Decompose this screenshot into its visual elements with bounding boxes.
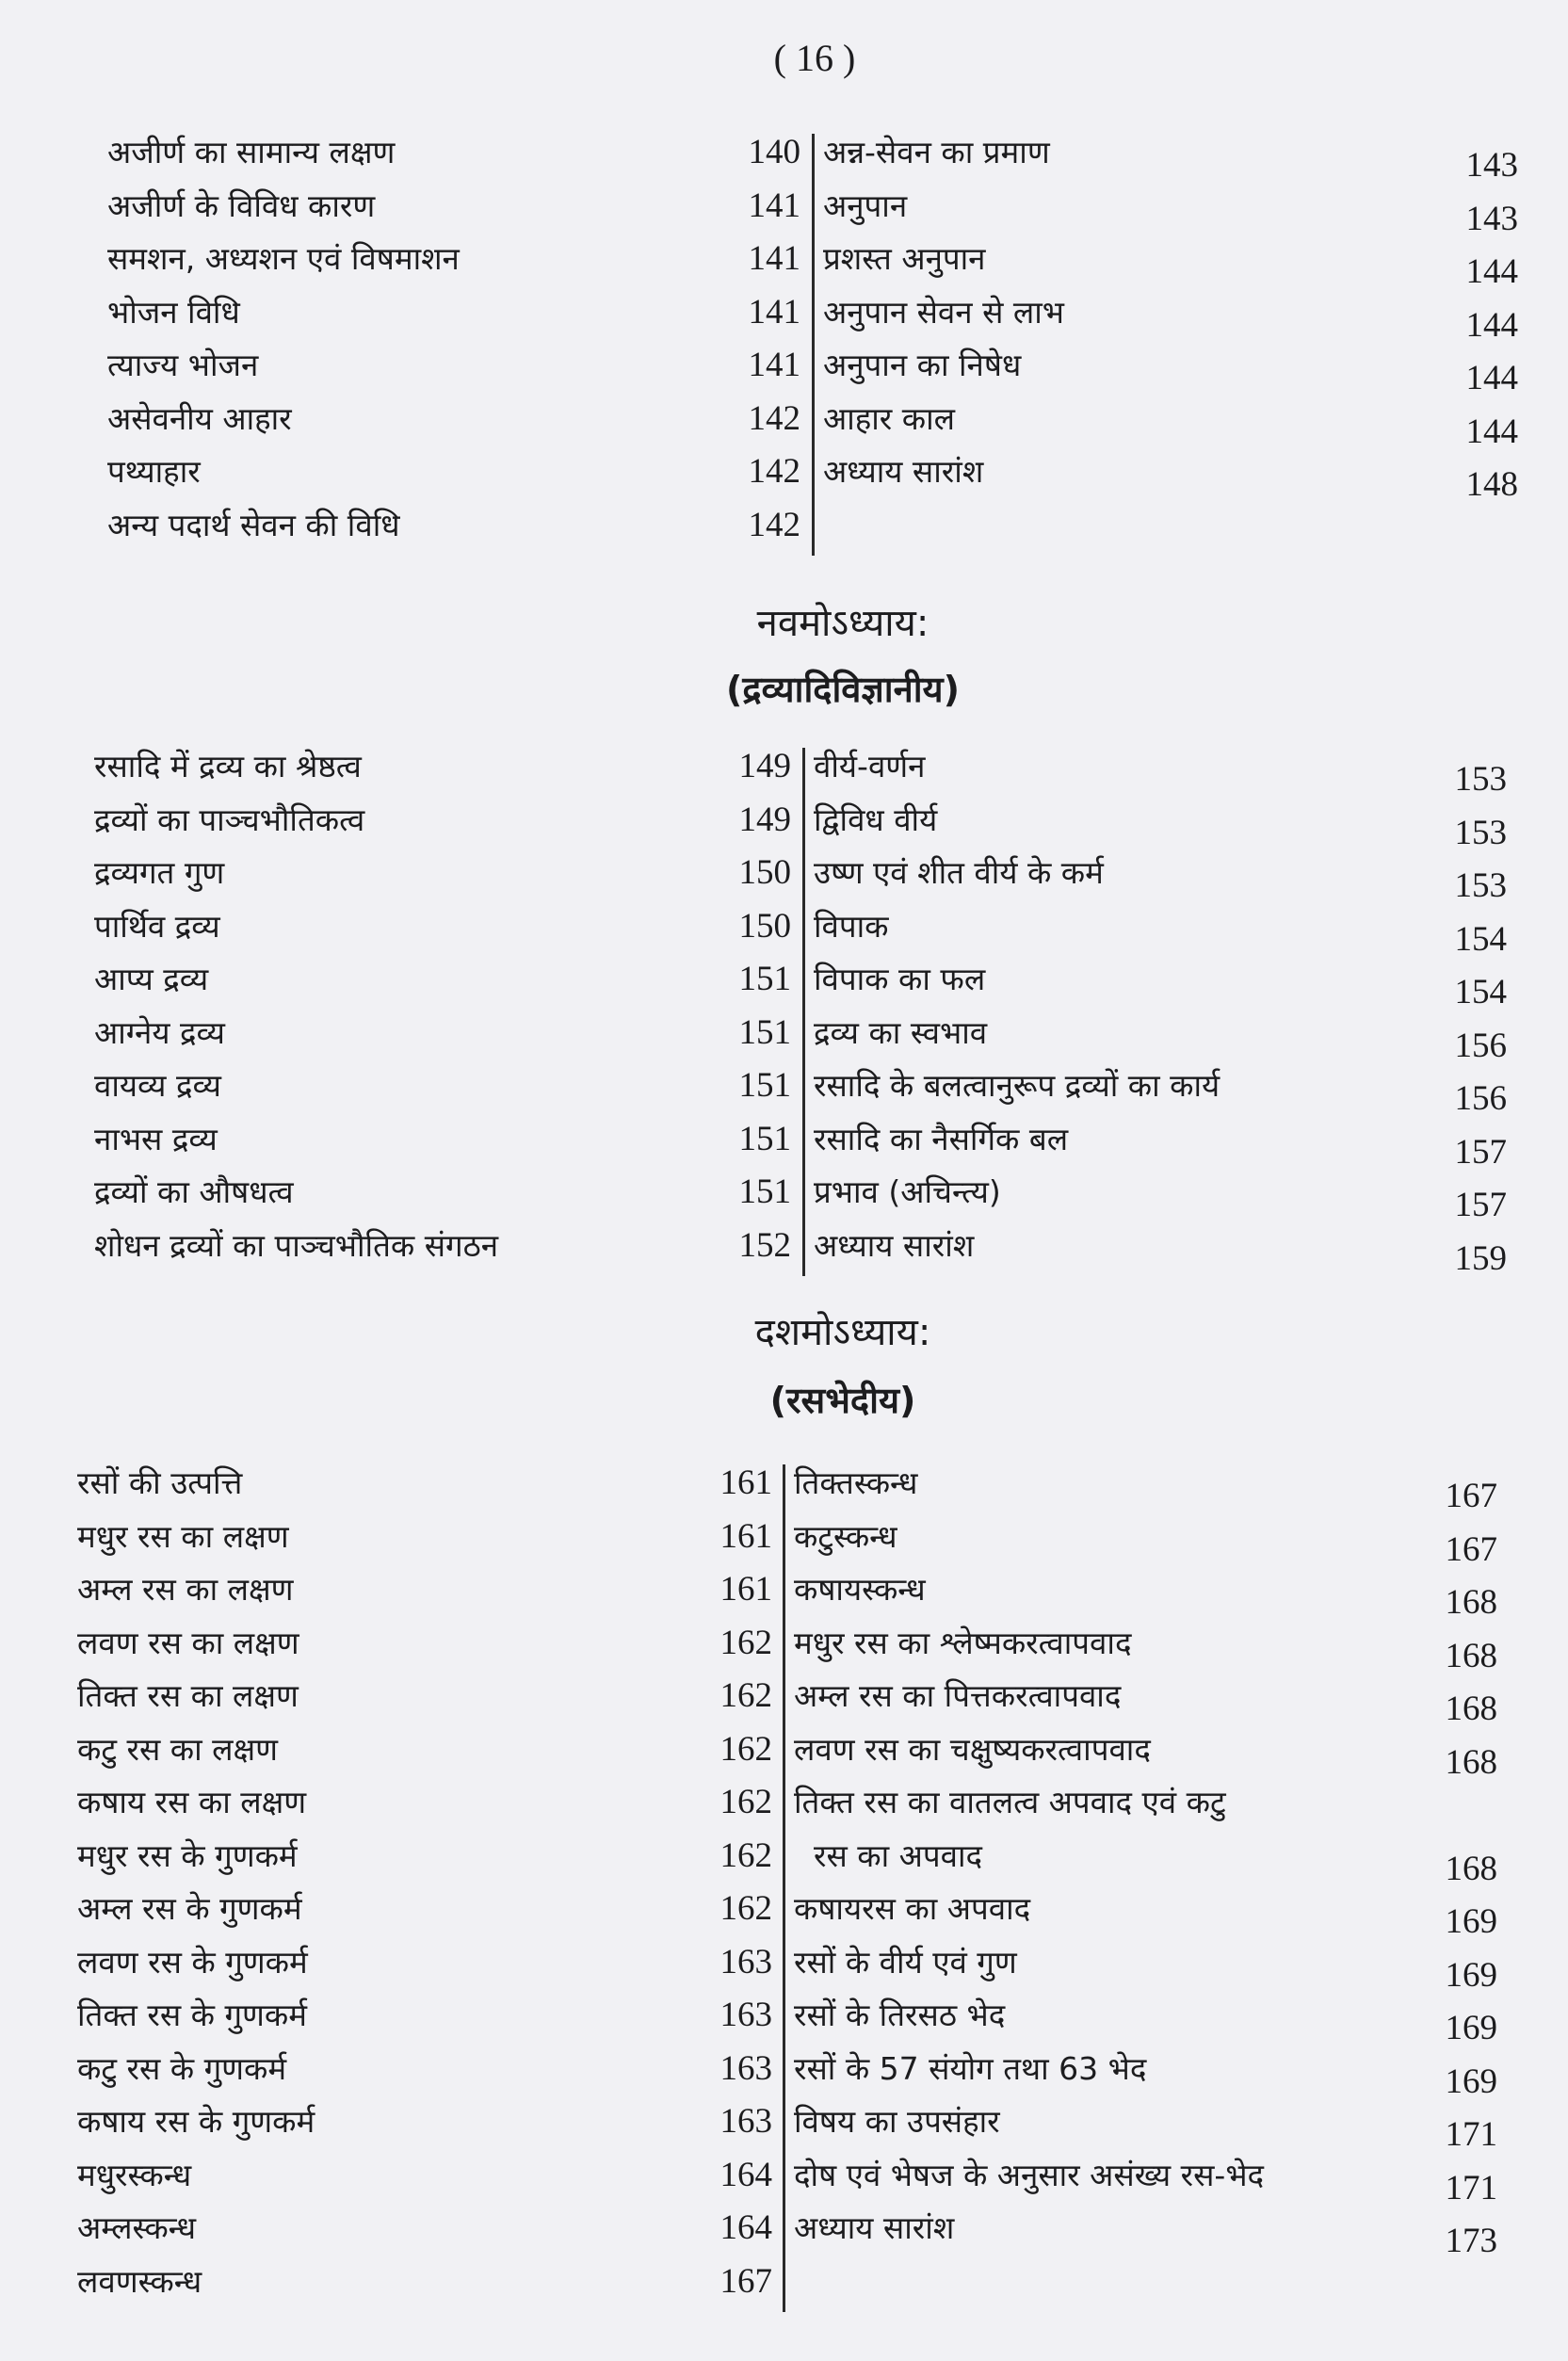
left-entry-title: द्रव्यगत गुण [94, 854, 225, 891]
left-entry-page: 142 [748, 398, 800, 438]
left-entry-page: 152 [738, 1225, 791, 1265]
right-entry-page: 144 [1465, 412, 1518, 451]
chapter-subheading: (रसभेदीय) [769, 1380, 916, 1421]
left-entry-title: पथ्याहार [107, 453, 201, 490]
right-entry-title: अन्न-सेवन का प्रमाण [823, 134, 1050, 170]
toc-row [0, 1220, 1568, 1278]
right-entry-title: अध्याय सारांश [823, 453, 984, 490]
right-entry-title: रसादि के बलत्वानुरूप द्रव्यों का कार्य [814, 1067, 1220, 1104]
right-entry-page: 157 [1454, 1186, 1507, 1224]
left-entry-page: 141 [748, 346, 800, 384]
left-entry-page: 164 [719, 2155, 772, 2194]
right-entry-title: अध्याय सारांश [814, 1226, 975, 1264]
left-entry-title: कषाय रस का लक्षण [77, 1784, 307, 1820]
right-entry-title: रसों के 57 संयोग तथा 63 भेद [794, 2049, 1147, 2087]
left-entry-title: अजीर्ण का सामान्य लक्षण [107, 134, 396, 170]
right-entry-title: अनुपान का निषेध [823, 347, 1022, 383]
toc-row [0, 499, 1568, 552]
right-entry-title: द्रव्य का स्वभाव [814, 1013, 988, 1051]
right-entry-title: रस का अपवाद [794, 1836, 983, 1874]
right-entry-page: 169 [1445, 1902, 1497, 1941]
left-entry-page: 149 [738, 747, 791, 785]
left-entry-page: 162 [719, 1835, 772, 1875]
left-entry-page: 150 [738, 906, 791, 946]
right-entry-title: कषायरस का अपवाद [794, 1890, 1031, 1927]
left-entry-title: लवण रस का लक्षण [77, 1624, 299, 1661]
left-entry-title: आप्य द्रव्य [94, 961, 209, 997]
chapter-heading: दशमोऽध्याय: [754, 1311, 931, 1354]
chapter-subheading: (द्रव्यादिविज्ञानीय) [726, 669, 960, 710]
left-entry-page: 142 [748, 452, 800, 491]
left-entry-title: मधुर रस का लक्षण [77, 1517, 289, 1555]
left-entry-page: 141 [748, 186, 800, 225]
left-entry-title: अन्य पदार्थ सेवन की विधि [107, 506, 400, 543]
right-entry-title: अनुपान [823, 186, 908, 224]
right-entry-page: 171 [1445, 2115, 1497, 2154]
toc-row [0, 1166, 1568, 1224]
toc-row [0, 847, 1568, 905]
left-entry-page: 141 [748, 239, 800, 278]
left-entry-page: 163 [719, 2102, 772, 2141]
left-entry-page: 167 [719, 2261, 772, 2301]
right-entry-title: अनुपान सेवन से लाभ [823, 293, 1065, 331]
toc-row [0, 233, 1568, 291]
column-divider [783, 1464, 785, 2312]
right-entry-title: कटुस्कन्ध [794, 1517, 897, 1555]
left-entry-title: नाभस द्रव्य [94, 1120, 218, 1157]
left-entry-page: 150 [738, 853, 791, 892]
left-entry-page: 151 [738, 1119, 791, 1158]
toc-row [0, 180, 1568, 238]
chapter-heading: नवमोऽध्याय: [756, 602, 929, 645]
right-entry-title: द्विविध वीर्य [814, 800, 938, 838]
left-entry-page: 161 [719, 1570, 772, 1609]
right-entry-page: 143 [1465, 199, 1518, 238]
left-entry-page: 162 [719, 1729, 772, 1769]
right-entry-page: 167 [1445, 1477, 1497, 1515]
toc-row [0, 1113, 1568, 1172]
right-entry-page: 168 [1445, 1690, 1497, 1728]
left-entry-title: असेवनीय आहार [107, 399, 292, 437]
right-entry-title: अम्ल रस का पित्तकरत्वापवाद [794, 1677, 1122, 1714]
toc-row [0, 339, 1568, 397]
right-entry-title: आहार काल [823, 399, 956, 437]
right-entry-page: 156 [1454, 1079, 1507, 1118]
left-entry-page: 162 [719, 1676, 772, 1715]
left-entry-page: 164 [719, 2208, 772, 2247]
right-entry-title: अध्याय सारांश [794, 2209, 955, 2246]
right-entry-title: विपाक [814, 907, 889, 945]
left-entry-title: अजीर्ण के विविध कारण [107, 186, 376, 224]
left-entry-page: 151 [738, 1012, 791, 1052]
left-entry-page: 162 [719, 1623, 772, 1662]
left-entry-title: तिक्त रस का लक्षण [77, 1677, 299, 1714]
right-entry-page: 169 [1445, 2062, 1497, 2101]
left-entry-page: 163 [719, 1996, 772, 2034]
left-entry-page: 161 [719, 1463, 772, 1502]
left-entry-title: रसादि में द्रव्य का श्रेष्ठत्व [94, 748, 362, 784]
left-entry-page: 162 [719, 1889, 772, 1928]
right-entry-page: 168 [1445, 1636, 1497, 1675]
left-entry-title: अम्ल रस के गुणकर्म [77, 1890, 302, 1927]
right-entry-title: उष्ण एवं शीत वीर्य के कर्म [814, 854, 1104, 891]
right-entry-page: 156 [1454, 1026, 1507, 1065]
right-entry-page: 153 [1454, 760, 1507, 799]
right-entry-page: 154 [1454, 919, 1507, 959]
right-entry-page: 168 [1445, 1742, 1497, 1782]
right-entry-page: 144 [1465, 359, 1518, 397]
toc-row [0, 286, 1568, 345]
left-entry-title: कटु रस का लक्षण [77, 1730, 279, 1768]
right-entry-title: रसादि का नैसर्गिक बल [814, 1120, 1069, 1157]
right-entry-page: 154 [1454, 973, 1507, 1011]
right-entry-title: लवण रस का चक्षुष्यकरत्वापवाद [794, 1730, 1151, 1768]
right-entry-page: 171 [1445, 2168, 1497, 2207]
left-entry-page: 163 [719, 1942, 772, 1981]
right-entry-page: 169 [1445, 1955, 1497, 1995]
right-entry-page: 173 [1445, 2222, 1497, 2260]
right-entry-page: 169 [1445, 2009, 1497, 2047]
right-entry-title: वीर्य-वर्णन [814, 748, 926, 784]
toc-row [0, 1059, 1568, 1118]
left-entry-page: 161 [719, 1516, 772, 1556]
right-entry-title: तिक्त रस का वातलत्व अपवाद एवं कटु [794, 1784, 1226, 1820]
column-divider [812, 134, 815, 556]
left-entry-title: भोजन विधि [107, 293, 240, 331]
left-entry-page: 142 [748, 505, 800, 544]
page-number: ( 16 ) [773, 37, 856, 79]
left-entry-title: रसों की उत्पत्ति [77, 1464, 243, 1501]
left-entry-title: लवण रस के गुणकर्म [77, 1943, 308, 1981]
toc-row [0, 953, 1568, 1011]
left-entry-title: द्रव्यों का औषधत्व [94, 1173, 294, 1210]
left-entry-page: 151 [738, 1066, 791, 1105]
left-entry-title: मधुरस्कन्ध [77, 2156, 192, 2193]
right-entry-title: विपाक का फल [814, 961, 986, 997]
left-entry-title: द्रव्यों का पाञ्चभौतिकत्व [94, 800, 365, 838]
right-entry-page: 168 [1445, 1583, 1497, 1622]
left-entry-page: 141 [748, 292, 800, 332]
right-entry-title: दोष एवं भेषज के अनुसार असंख्य रस-भेद [794, 2156, 1265, 2193]
left-entry-title: मधुर रस के गुणकर्म [77, 1836, 298, 1874]
right-entry-title: विषय का उपसंहार [794, 2103, 1000, 2140]
right-entry-title: प्रभाव (अचिन्त्य) [814, 1173, 1001, 1210]
toc-row [0, 900, 1568, 959]
right-entry-page: 144 [1465, 305, 1518, 345]
toc-row [0, 1007, 1568, 1065]
right-entry-title: मधुर रस का श्लेष्मकरत्वापवाद [794, 1624, 1132, 1661]
right-entry-page: 148 [1465, 465, 1518, 504]
right-entry-page: 153 [1454, 813, 1507, 852]
right-entry-title: प्रशस्त अनुपान [823, 240, 986, 277]
left-entry-title: पार्थिव द्रव्य [94, 907, 220, 945]
left-entry-page: 151 [738, 960, 791, 998]
left-entry-title: कटु रस के गुणकर्म [77, 2049, 287, 2087]
toc-row [0, 740, 1568, 799]
left-entry-page: 151 [738, 1172, 791, 1211]
column-divider [802, 748, 805, 1276]
left-entry-title: अम्लस्कन्ध [77, 2209, 197, 2246]
right-entry-page: 157 [1454, 1132, 1507, 1172]
right-entry-title: कषायस्कन्ध [794, 1571, 926, 1608]
left-entry-title: अम्ल रस का लक्षण [77, 1571, 294, 1608]
right-entry-title: रसों के तिरसठ भेद [794, 1997, 1006, 2033]
left-entry-title: समशन, अध्यशन एवं विषमाशन [107, 240, 460, 277]
right-entry-page: 167 [1445, 1529, 1497, 1569]
right-entry-page: 144 [1465, 252, 1518, 291]
toc-row [0, 126, 1568, 185]
toc-row [0, 393, 1568, 451]
right-entry-title: रसों के वीर्य एवं गुण [794, 1943, 1017, 1981]
left-entry-title: त्याज्य भोजन [107, 347, 259, 383]
left-entry-title: कषाय रस के गुणकर्म [77, 2103, 315, 2140]
left-entry-title: आग्नेय द्रव्य [94, 1013, 225, 1051]
right-entry-page: 168 [1445, 1849, 1497, 1888]
toc-row [0, 445, 1568, 504]
right-entry-title: तिक्तस्कन्ध [794, 1464, 918, 1501]
left-entry-title: लवणस्कन्ध [77, 2262, 202, 2300]
toc-row [0, 794, 1568, 852]
left-entry-title: तिक्त रस के गुणकर्म [77, 1997, 307, 2033]
left-entry-page: 149 [738, 800, 791, 839]
left-entry-title: वायव्य द्रव्य [94, 1067, 221, 1104]
left-entry-title: शोधन द्रव्यों का पाञ्चभौतिक संगठन [94, 1226, 499, 1264]
left-entry-page: 140 [748, 133, 800, 171]
left-entry-page: 163 [719, 2048, 772, 2088]
left-entry-page: 162 [719, 1783, 772, 1821]
right-entry-page: 153 [1454, 866, 1507, 905]
right-entry-page: 143 [1465, 146, 1518, 185]
right-entry-page: 159 [1454, 1238, 1507, 1278]
